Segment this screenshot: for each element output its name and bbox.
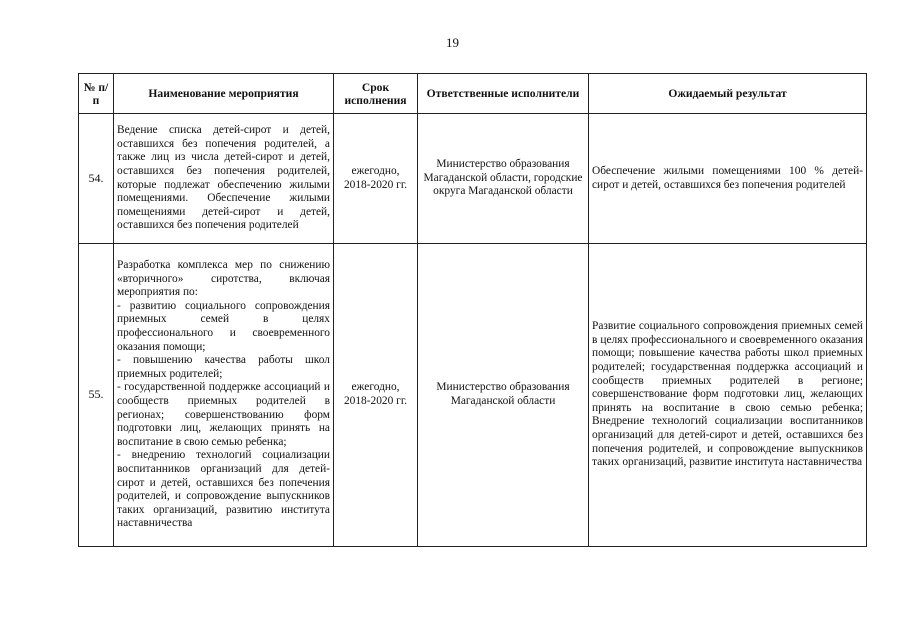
cell-result: Обеспечение жилыми помещениями 100 % детей-сирот и детей, оставшихся без попечения родителей [589, 114, 867, 244]
header-name: Наименование мероприятия [114, 74, 334, 114]
cell-responsible: Министерство образования Магаданской области, городские округа Магаданской области [418, 114, 589, 244]
page-number: 19 [446, 35, 459, 50]
header-result: Ожидаемый результат [589, 74, 867, 114]
cell-name [114, 244, 334, 547]
activities-table [78, 73, 867, 547]
name-line: - развитию социального сопровождения приемных семей в целях профессионального и своевременного оказания помощи; [117, 299, 330, 353]
header-responsible: Ответственные исполнители [418, 74, 589, 114]
table-row [79, 244, 867, 547]
cell-term: ежегодно, 2018-2020 гг. [334, 244, 418, 547]
name-line: Разработка комплекса мер по снижению «вторичного» сиротства, включая мероприятия по: [117, 259, 330, 299]
header-num: № п/п [79, 74, 114, 114]
cell-term: ежегодно, 2018-2020 гг. [334, 114, 418, 244]
name-line: - государственной поддержке ассоциаций и сообществ приемных родителей в регионах; совершенствованию форм подготовки лиц, желающих принять на воспитание в свою семью ребенка; [117, 381, 330, 448]
header-term: Срок исполнения [334, 74, 418, 114]
cell-num: 54. [79, 114, 114, 244]
name-line: - внедрению технологий социализации воспитанников организаций для детей-сирот и детей, оставшихся без попечения родителей, и сопровождение выпускников таких организаций, развитию института наставничества [117, 449, 330, 530]
cell-num: 55. [79, 244, 114, 547]
cell-name: Ведение списка детей-сирот и детей, оставшихся без попечения родителей, а также лиц из числа детей-сирот и детей, оставшихся без попечения родителей, которые подлежат обеспечению жилыми помещениями. Обеспечение жилыми помещениями детей-сирот и детей, оставшихся без попечения родителей [114, 114, 334, 244]
cell-result: Развитие социального сопровождения приемных семей в целях профессионального и своевременного оказания помощи; повышение качества работы школ приемных родителей; государственная поддержка ассоциаций и сообществ приемных родителей в регионе; совершенствование форм подготовки лиц, желающих принять на воспитание в свою семью ребенка; Внедрение технологий социализации воспитанников организаций для детей-сирот и детей, оставшихся без попечения родителей, и сопровождение выпускников таких организаций, развитие института наставничества [589, 244, 867, 547]
name-line: - повышению качества работы школ приемных родителей; [117, 354, 330, 380]
table-header-row [79, 74, 867, 114]
table-row [79, 114, 867, 244]
cell-responsible: Министерство образования Магаданской области [418, 244, 589, 547]
